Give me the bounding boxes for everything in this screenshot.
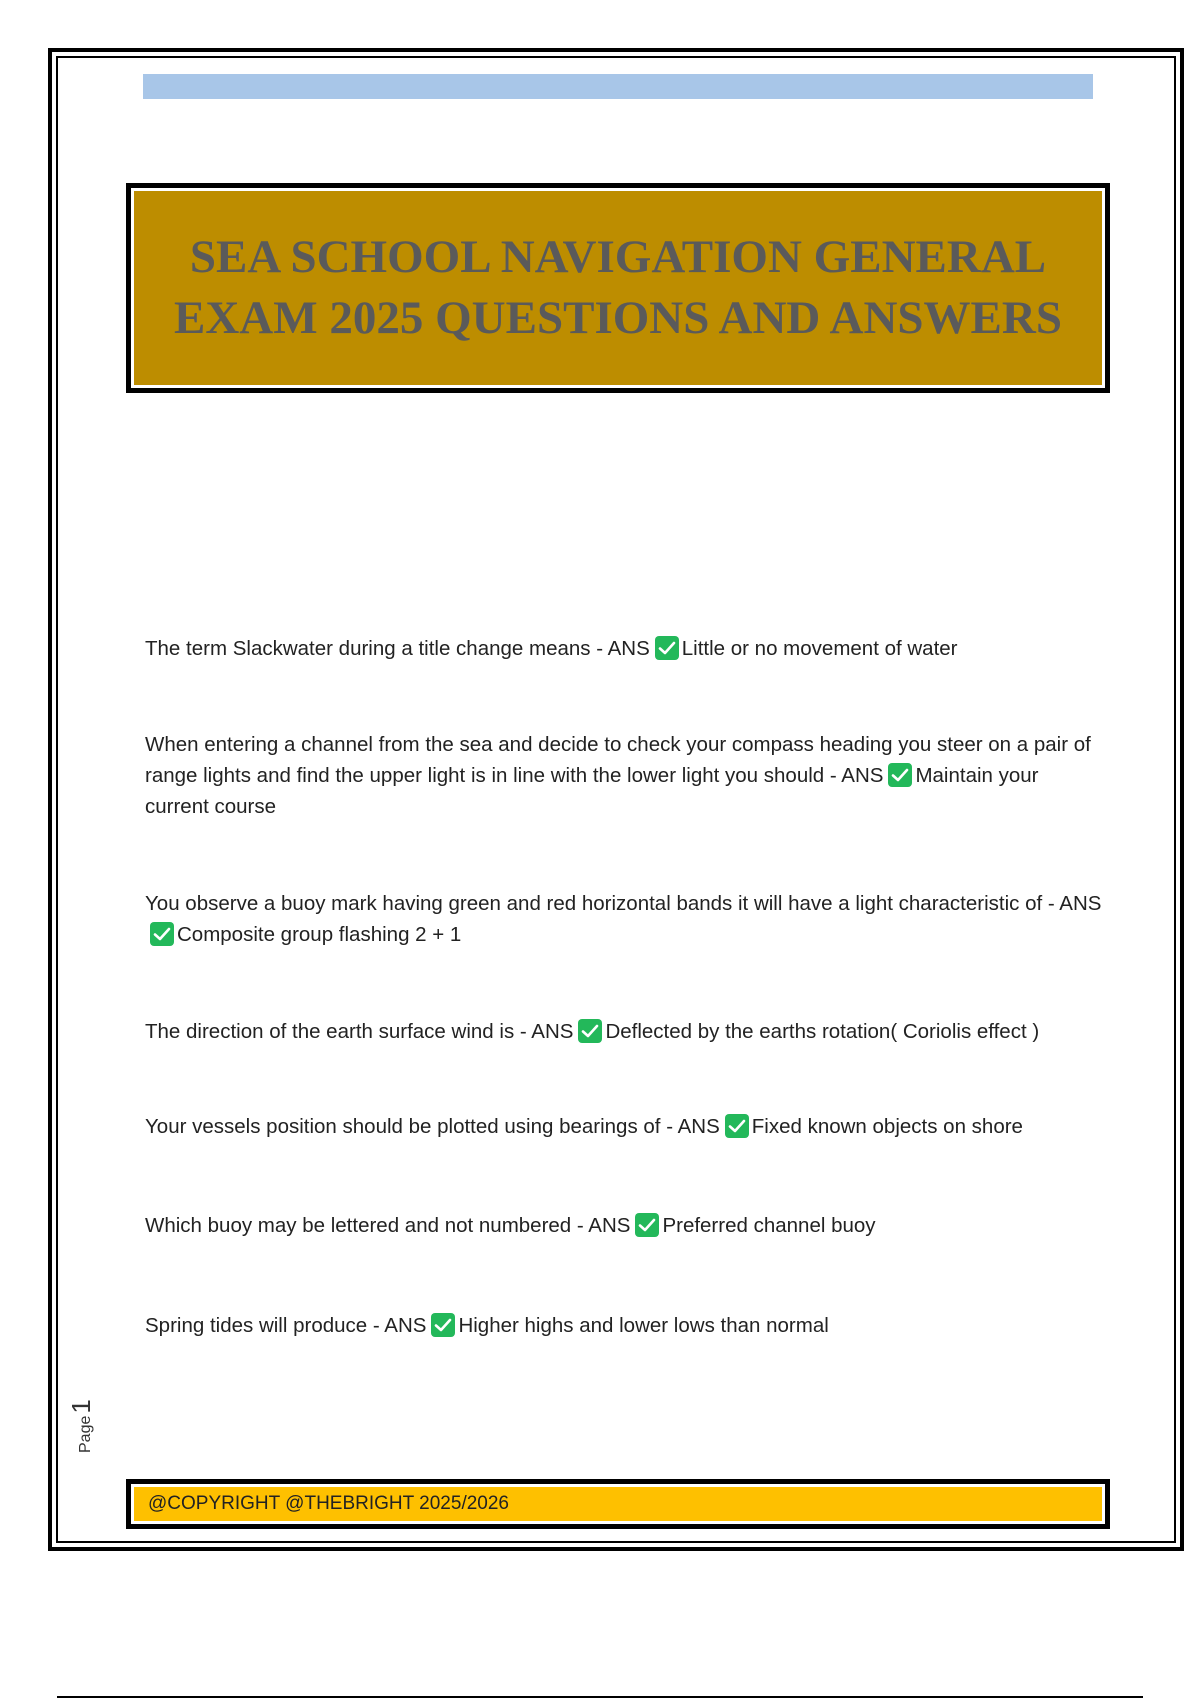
document-title: SEA SCHOOL NAVIGATION GENERAL EXAM 2025 QUESTIONS AND ANSWERS	[174, 231, 1062, 344]
question-text: You observe a buoy mark having green and red horizontal bands it will have a light characteristic of - ANS	[145, 892, 1102, 915]
title-background	[134, 191, 1102, 385]
answer-text: Fixed known objects on shore	[751, 1115, 1023, 1138]
answer-text: Maintain your current course	[145, 764, 1039, 818]
check-mark-icon	[888, 763, 912, 787]
qa-item	[145, 1111, 1105, 1142]
question-text: The direction of the earth surface wind is - ANS	[145, 1020, 574, 1043]
question-text: When entering a channel from the sea and decide to check your compass heading you steer on a pair of range lights and find the upper light is in line with the lower light you should - ANS	[145, 733, 1091, 787]
question-text: The term Slackwater during a title change means - ANS	[145, 637, 650, 660]
qa-item	[145, 1016, 1105, 1047]
qa-item	[145, 729, 1105, 822]
answer-text: Little or no movement of water	[681, 637, 958, 660]
check-mark-icon	[725, 1114, 749, 1138]
question-answer-list	[145, 633, 1105, 1341]
qa-item	[145, 633, 1105, 664]
page-number: 1	[66, 1399, 96, 1414]
check-mark-icon	[635, 1213, 659, 1237]
page-word: Page	[77, 1415, 94, 1453]
check-mark-icon	[655, 636, 679, 660]
question-text: Your vessels position should be plotted using bearings of - ANS	[145, 1115, 720, 1138]
question-text: Spring tides will produce - ANS	[145, 1314, 427, 1337]
qa-item	[145, 1210, 1105, 1241]
question-text: Which buoy may be lettered and not numbered - ANS	[145, 1214, 631, 1237]
check-mark-icon	[150, 922, 174, 946]
answer-text: Preferred channel buoy	[662, 1214, 876, 1237]
answer-text: Higher highs and lower lows than normal	[458, 1314, 829, 1337]
copyright-banner	[126, 1479, 1110, 1529]
page-number-label	[66, 1392, 98, 1454]
check-mark-icon	[431, 1313, 455, 1337]
bottom-divider	[57, 1696, 1143, 1698]
header-color-band	[143, 74, 1093, 99]
qa-item	[145, 1310, 1105, 1341]
check-mark-icon	[578, 1019, 602, 1043]
answer-text: Composite group flashing 2 + 1	[177, 923, 462, 946]
answer-text: Deflected by the earths rotation( Coriolis effect )	[605, 1020, 1040, 1043]
copyright-text: @COPYRIGHT @THEBRIGHT 2025/2026	[134, 1487, 1102, 1521]
title-box	[126, 183, 1110, 393]
qa-item	[145, 888, 1105, 950]
